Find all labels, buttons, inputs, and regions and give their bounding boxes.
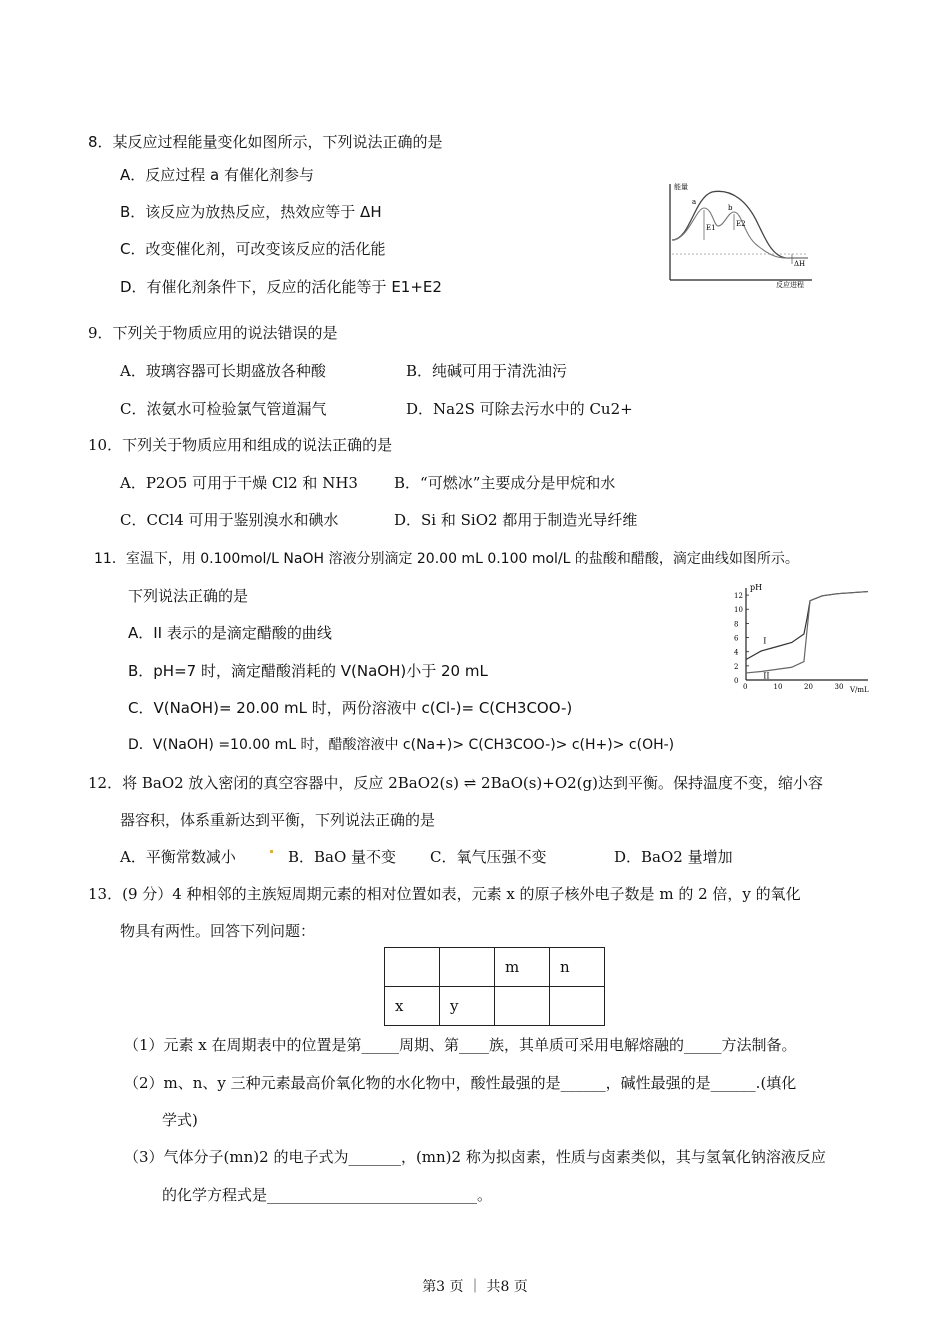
- q11-option-b: B．pH=7 时，滴定醋酸消耗的 V(NaOH)小于 20 mL: [128, 662, 488, 680]
- q10-stem: 10．下列关于物质应用和组成的说法正确的是: [88, 436, 393, 454]
- page-footer: 第3 页 ｜ 共8 页: [422, 1279, 528, 1295]
- q12-option-b: B．BaO 量不变: [288, 848, 397, 866]
- q12-stem-2: 器容积，体系重新达到平衡，下列说法正确的是: [120, 811, 436, 829]
- element-position-table: [384, 947, 605, 1026]
- series-label-ii: II: [763, 671, 770, 681]
- q13-subquestion-2: （2）m、n、y 三种元素最高价氧化物的水化物中，酸性最强的是______，碱性最强的是______.(填化: [124, 1074, 797, 1092]
- label-e1: E1: [706, 224, 716, 232]
- q12-option-c: C．氧气压强不变: [430, 848, 547, 866]
- q10-option-b: B．“可燃冰”主要成分是甲烷和水: [394, 474, 616, 492]
- table-cell: [550, 987, 605, 1026]
- q11-option-c: C．V(NaOH)= 20.00 mL 时，两份溶液中 c(Cl-)= C(CH3COO-): [128, 699, 573, 717]
- y-tick-label: 12: [734, 592, 743, 601]
- table-cell: x: [385, 987, 440, 1026]
- titration-chart: [728, 580, 876, 696]
- q12-option-d: D．BaO2 量增加: [614, 848, 733, 866]
- q8-stem: 8．某反应过程能量变化如图所示，下列说法正确的是: [88, 133, 443, 151]
- q9-stem: 9．下列关于物质应用的说法错误的是: [88, 324, 338, 342]
- q8-option-c: C．改变催化剂，可改变该反应的活化能: [120, 240, 386, 258]
- table-cell: [495, 987, 550, 1026]
- x-tick-label: 0: [743, 683, 748, 691]
- x-tick-label: 30: [834, 683, 844, 691]
- q9-option-c: C．浓氨水可检验氯气管道漏气: [120, 400, 327, 418]
- table-cell: m: [495, 948, 550, 987]
- chart-ylabel: pH: [750, 583, 763, 592]
- q13-subquestion-3-cont: 的化学方程式是____________________________。: [162, 1186, 493, 1204]
- energy-axis-label: 能量: [674, 183, 688, 191]
- q13-subquestion-1: （1）元素 x 在周期表中的位置是第_____周期、第____族，其单质可采用电解熔融的_____方法制备。: [124, 1036, 797, 1054]
- x-tick-label: 20: [804, 683, 813, 691]
- q9-option-d: D．Na2S 可除去污水中的 Cu2+: [406, 400, 633, 418]
- y-tick-label: 0: [734, 677, 739, 685]
- chart-xlabel: V/mL: [850, 686, 869, 694]
- stray-mark: [270, 850, 273, 853]
- q10-option-c: C．CCl4 可用于鉴别溴水和碘水: [120, 511, 339, 529]
- q9-option-a: A．玻璃容器可长期盛放各种酸: [120, 362, 326, 380]
- progress-axis-label: 反应进程: [776, 281, 804, 289]
- q11-stem: 11．室温下，用 0.100mol/L NaOH 溶液分别滴定 20.00 mL 0.100 mol/L 的盐酸和醋酸，滴定曲线如图所示。: [94, 551, 799, 567]
- q8-option-d: D．有催化剂条件下，反应的活化能等于 E1+E2: [120, 278, 442, 296]
- label-a: a: [692, 198, 697, 206]
- q8-option-a: A．反应过程 a 有催化剂参与: [120, 166, 314, 184]
- q13-stem-2: 物具有两性。回答下列问题：: [120, 922, 316, 940]
- q12-option-a: A．平衡常数减小: [120, 848, 236, 866]
- table-row: [385, 948, 605, 987]
- q10-option-a: A．P2O5 可用于干燥 Cl2 和 NH3: [120, 474, 358, 492]
- curve-b: [672, 208, 808, 258]
- q12-stem: 12．将 BaO2 放入密闭的真空容器中，反应 2BaO2(s) ⇌ 2BaO(s)+O2(g)达到平衡。保持温度不变，缩小容: [88, 774, 823, 792]
- table-cell: n: [550, 948, 605, 987]
- table-cell: y: [440, 987, 495, 1026]
- q11-option-d: D．V(NaOH) =10.00 mL 时，醋酸溶液中 c(Na+)> C(CH3COO-)> c(H+)> c(OH-): [128, 737, 675, 753]
- energy-diagram: [662, 178, 820, 290]
- label-b: b: [728, 204, 733, 212]
- table-row: [385, 987, 605, 1026]
- y-tick-label: 10: [734, 606, 743, 615]
- y-tick-label: 6: [734, 634, 739, 643]
- q8-option-b: B．该反应为放热反应，热效应等于 ΔH: [120, 203, 382, 221]
- label-e2: E2: [736, 220, 746, 228]
- q13-stem: 13．(9 分）4 种相邻的主族短周期元素的相对位置如表，元素 x 的原子核外电子数是 m 的 2 倍，y 的氧化: [88, 885, 801, 903]
- y-tick-label: 4: [734, 648, 739, 657]
- q9-option-b: B．纯碱可用于清洗油污: [406, 362, 568, 380]
- q13-subquestion-3: （3）气体分子(mn)2 的电子式为_______，(mn)2 称为拟卤素，性质与卤素类似，其与氢氧化钠溶液反应: [124, 1148, 826, 1166]
- q10-option-d: D．Si 和 SiO2 都用于制造光导纤维: [394, 511, 638, 529]
- q13-subquestion-2-cont: 学式): [162, 1111, 198, 1129]
- label-delta-h: ΔH: [794, 260, 806, 268]
- table-cell: [385, 948, 440, 987]
- q11-option-a: A．II 表示的是滴定醋酸的曲线: [128, 624, 332, 642]
- q11-stem-2: 下列说法正确的是: [128, 587, 249, 605]
- y-tick-label: 2: [734, 662, 739, 671]
- x-tick-label: 10: [773, 683, 783, 691]
- table-cell: [440, 948, 495, 987]
- series-line-ii: [746, 592, 868, 673]
- y-tick-label: 8: [734, 620, 739, 629]
- series-label-i: I: [763, 636, 767, 646]
